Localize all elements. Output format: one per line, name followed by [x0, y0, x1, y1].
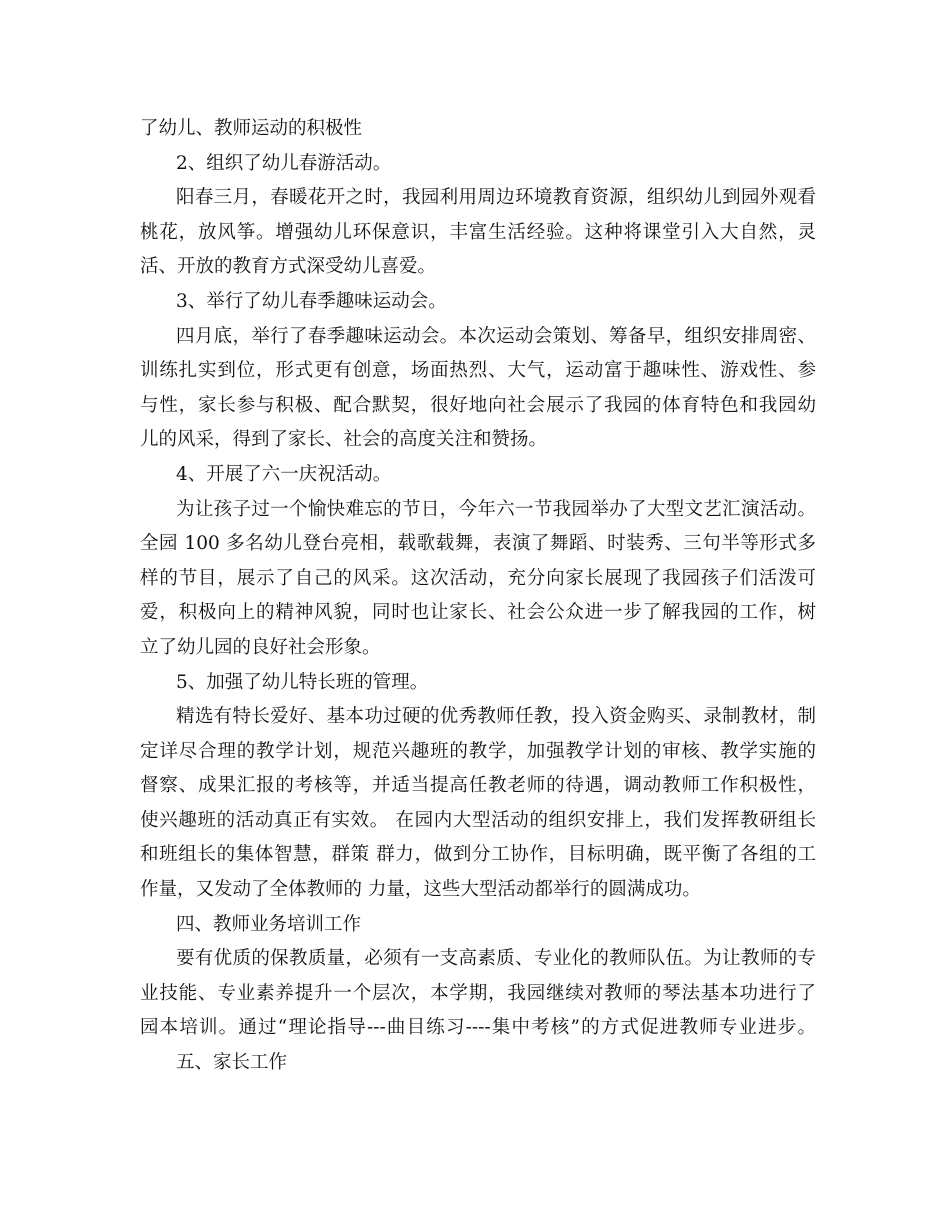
- section-heading: 5、加强了幼儿特长班的管理。: [176, 671, 429, 693]
- paragraph-line: 与性，家长参与积极、配合默契，很好地向社会展示了我园的体育特色和我园幼: [140, 394, 816, 416]
- paragraph-line: 督察、成果汇报的考核等，并适当提高任教老师的待遇，调动教师工作积极性，: [140, 775, 816, 797]
- paragraph-line: 使兴趣班的活动真正有实效。 在园内大型活动的组织安排上，我们发挥教研组长: [140, 809, 816, 831]
- paragraph-line: 业技能、专业素养提升一个层次，本学期，我园继续对教师的琴法基本功进行了: [140, 982, 816, 1004]
- section-heading: 4、开展了六一庆祝活动。: [176, 463, 392, 485]
- paragraph-line: 阳春三月，春暖花开之时，我园利用周边环境教育资源，组织幼儿到园外观看: [176, 187, 816, 209]
- section-heading: 3、举行了幼儿春季趣味运动会。: [176, 290, 447, 312]
- paragraph-line: 样的节目，展示了自己的风采。这次活动，充分向家长展现了我园孩子们活泼可: [140, 567, 816, 589]
- paragraph-line: 桃花，放风筝。增强幼儿环保意识，丰富生活经验。这种将课堂引入大自然，灵: [140, 221, 816, 243]
- paragraph-line: 训练扎实到位，形式更有创意，场面热烈、大气，运动富于趣味性、游戏性、参: [140, 360, 816, 382]
- paragraph-line: 园本培训。通过“理论指导---曲目练习----集中考核”的方式促进教师专业进步。: [140, 1017, 816, 1039]
- paragraph-line: 儿的风采，得到了家长、社会的高度关注和赞扬。: [140, 429, 548, 451]
- paragraph-line: 了幼儿、教师运动的积极性: [140, 118, 363, 139]
- paragraph-line: 精选有特长爱好、基本功过硬的优秀教师任教，投入资金购买、录制教材，制: [176, 706, 816, 728]
- section-heading: 五、家长工作: [176, 1052, 288, 1074]
- paragraph-line: 要有优质的保教质量，必须有一支高素质、专业化的教师队伍。为让教师的专: [176, 948, 816, 970]
- section-heading: 四、教师业务培训工作: [176, 913, 362, 935]
- paragraph-line: 活、开放的教育方式深受幼儿喜爱。: [140, 256, 437, 278]
- section-heading: 2、组织了幼儿春游活动。: [176, 152, 392, 174]
- paragraph-line: 为让孩子过一个愉快难忘的节日，今年六一节我园举办了大型文艺汇演活动。: [176, 498, 816, 520]
- paragraph-line: 全园 100 多名幼儿登台亮相，载歌载舞，表演了舞蹈、时装秀、三句半等形式多: [140, 533, 816, 555]
- paragraph-line: 立了幼儿园的良好社会形象。: [140, 636, 381, 658]
- paragraph-line: 作量，又发动了全体教师的 力量，这些大型活动都举行的圆满成功。: [140, 879, 701, 901]
- paragraph-line: 和班组长的集体智慧，群策 群力，做到分工协作，目标明确，既平衡了各组的工: [140, 844, 816, 866]
- paragraph-line: 爱，积极向上的精神风貌，同时也让家长、社会公众进一步了解我园的工作，树: [140, 602, 816, 624]
- paragraph-line: 定详尽合理的教学计划，规范兴趣班的教学，加强教学计划的审核、教学实施的: [140, 740, 816, 762]
- document-body: [140, 112, 816, 1081]
- paragraph-line: 四月底，举行了春季趣味运动会。本次运动会策划、筹备早，组织安排周密、: [176, 325, 816, 347]
